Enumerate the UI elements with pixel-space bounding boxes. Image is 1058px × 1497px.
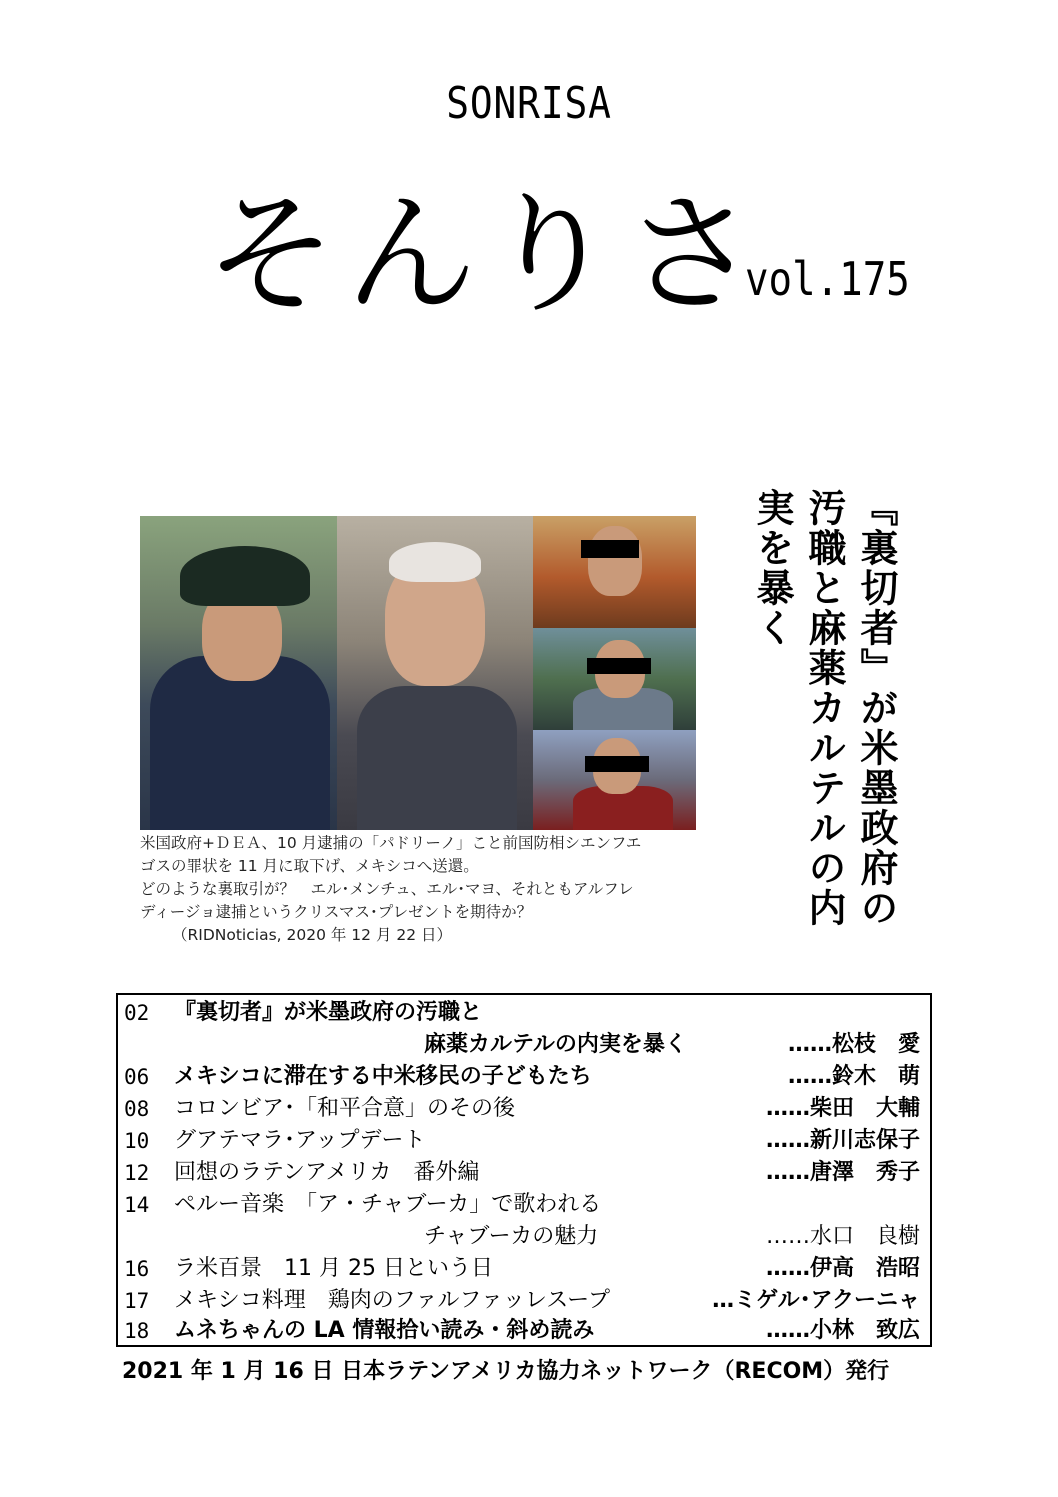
toc-author: ……唐澤 秀子 bbox=[765, 1160, 920, 1185]
volume-number: vol.175 bbox=[745, 252, 910, 306]
toc-entry[interactable] bbox=[118, 997, 930, 1029]
toc-author: ……柴田 大輔 bbox=[765, 1096, 920, 1121]
toc-entry-continued[interactable] bbox=[118, 1029, 930, 1061]
toc-entry[interactable] bbox=[118, 1285, 930, 1317]
photo-caption bbox=[140, 832, 720, 947]
toc-page: 08 bbox=[124, 1097, 150, 1121]
table-of-contents bbox=[116, 993, 932, 1347]
toc-title-continued: 麻薬カルテルの内実を暴く bbox=[424, 1032, 687, 1057]
toc-page: 10 bbox=[124, 1129, 150, 1153]
toc-author: ……鈴木 萌 bbox=[787, 1064, 920, 1089]
toc-author: ……小林 致広 bbox=[765, 1318, 920, 1343]
censor-bar bbox=[581, 540, 639, 558]
toc-title: メキシコ料理 鶏肉のファルファッレスープ bbox=[174, 1288, 611, 1313]
censor-bar bbox=[585, 756, 649, 772]
toc-title: グアテマラ･アップデート bbox=[174, 1128, 426, 1153]
toc-entry[interactable] bbox=[118, 1061, 930, 1093]
toc-entry[interactable] bbox=[118, 1125, 930, 1157]
toc-title: ラ米百景 11 月 25 日という日 bbox=[174, 1256, 493, 1281]
photo-suspect-2 bbox=[533, 628, 696, 730]
hair-shape bbox=[389, 542, 481, 582]
caption-line: ゴスの罪状を 11 月に取下げ、メキシコへ送還。 bbox=[140, 857, 479, 875]
masthead-english-title: SONRISA bbox=[446, 78, 612, 129]
toc-entry[interactable] bbox=[118, 1093, 930, 1125]
photo-general-portrait bbox=[140, 516, 337, 830]
toc-entry[interactable] bbox=[118, 1157, 930, 1189]
toc-author: ……水口 良樹 bbox=[765, 1224, 920, 1249]
toc-author: ……伊高 浩昭 bbox=[765, 1256, 920, 1281]
face-shape bbox=[588, 526, 642, 596]
toc-page: 12 bbox=[124, 1161, 150, 1185]
toc-title-continued: チャブーカの魅力 bbox=[424, 1224, 599, 1249]
caption-source: （RIDNoticias, 2020 年 12 月 22 日） bbox=[172, 926, 453, 944]
toc-title: ペルー音楽 「ア・チャブーカ」で歌われる bbox=[174, 1192, 602, 1217]
caption-line: どのような裏取引が？ エル･メンチュ、エル･マヨ、それともアルフレ bbox=[140, 880, 634, 898]
vertical-headline: 『裏切者』が米墨政府の汚職と麻薬カルテルの内実を暴く bbox=[750, 488, 898, 928]
photo-suspect-3 bbox=[533, 730, 696, 830]
masthead-japanese-title: そんりさ bbox=[205, 178, 765, 332]
caption-line: ディージョ逮捕というクリスマス･プレゼントを期待か？ bbox=[140, 903, 533, 921]
suit-figure bbox=[357, 686, 517, 830]
toc-page: 02 bbox=[124, 1001, 150, 1025]
cap-shape bbox=[180, 546, 310, 606]
toc-entry[interactable] bbox=[118, 1315, 930, 1347]
toc-author: ……松枝 愛 bbox=[787, 1032, 920, 1057]
toc-title: 『裏切者』が米墨政府の汚職と bbox=[174, 1000, 483, 1025]
toc-title: ムネちゃんの LA 情報拾い読み・斜め読み bbox=[174, 1318, 595, 1343]
toc-title: コロンビア･「和平合意」のその後 bbox=[174, 1096, 516, 1121]
caption-line: 米国政府+ＤＥＡ、10 月逮捕の「パドリーノ」こと前国防相シエンフエ bbox=[140, 834, 642, 852]
toc-entry[interactable] bbox=[118, 1189, 930, 1221]
toc-page: 16 bbox=[124, 1257, 150, 1281]
censor-bar bbox=[587, 658, 651, 674]
toc-title: 回想のラテンアメリカ 番外編 bbox=[174, 1160, 480, 1185]
toc-page: 18 bbox=[124, 1319, 150, 1343]
toc-title: メキシコに滞在する中米移民の子どもたち bbox=[174, 1064, 592, 1089]
toc-page: 17 bbox=[124, 1289, 150, 1313]
toc-page: 14 bbox=[124, 1193, 150, 1217]
uniform-figure bbox=[150, 656, 330, 830]
toc-author: ……新川志保子 bbox=[765, 1128, 920, 1153]
toc-entry[interactable] bbox=[118, 1253, 930, 1285]
toc-page: 06 bbox=[124, 1065, 150, 1089]
publication-footer: 2021 年 1 月 16 日 日本ラテンアメリカ協力ネットワーク（RECOM）発行 bbox=[122, 1359, 890, 1384]
toc-entry-continued[interactable] bbox=[118, 1221, 930, 1253]
photo-president-portrait bbox=[337, 516, 533, 830]
cover-photo-collage bbox=[140, 516, 696, 830]
toc-author: …ミゲル･アクーニャ bbox=[712, 1288, 920, 1313]
photo-suspect-1 bbox=[533, 516, 696, 628]
